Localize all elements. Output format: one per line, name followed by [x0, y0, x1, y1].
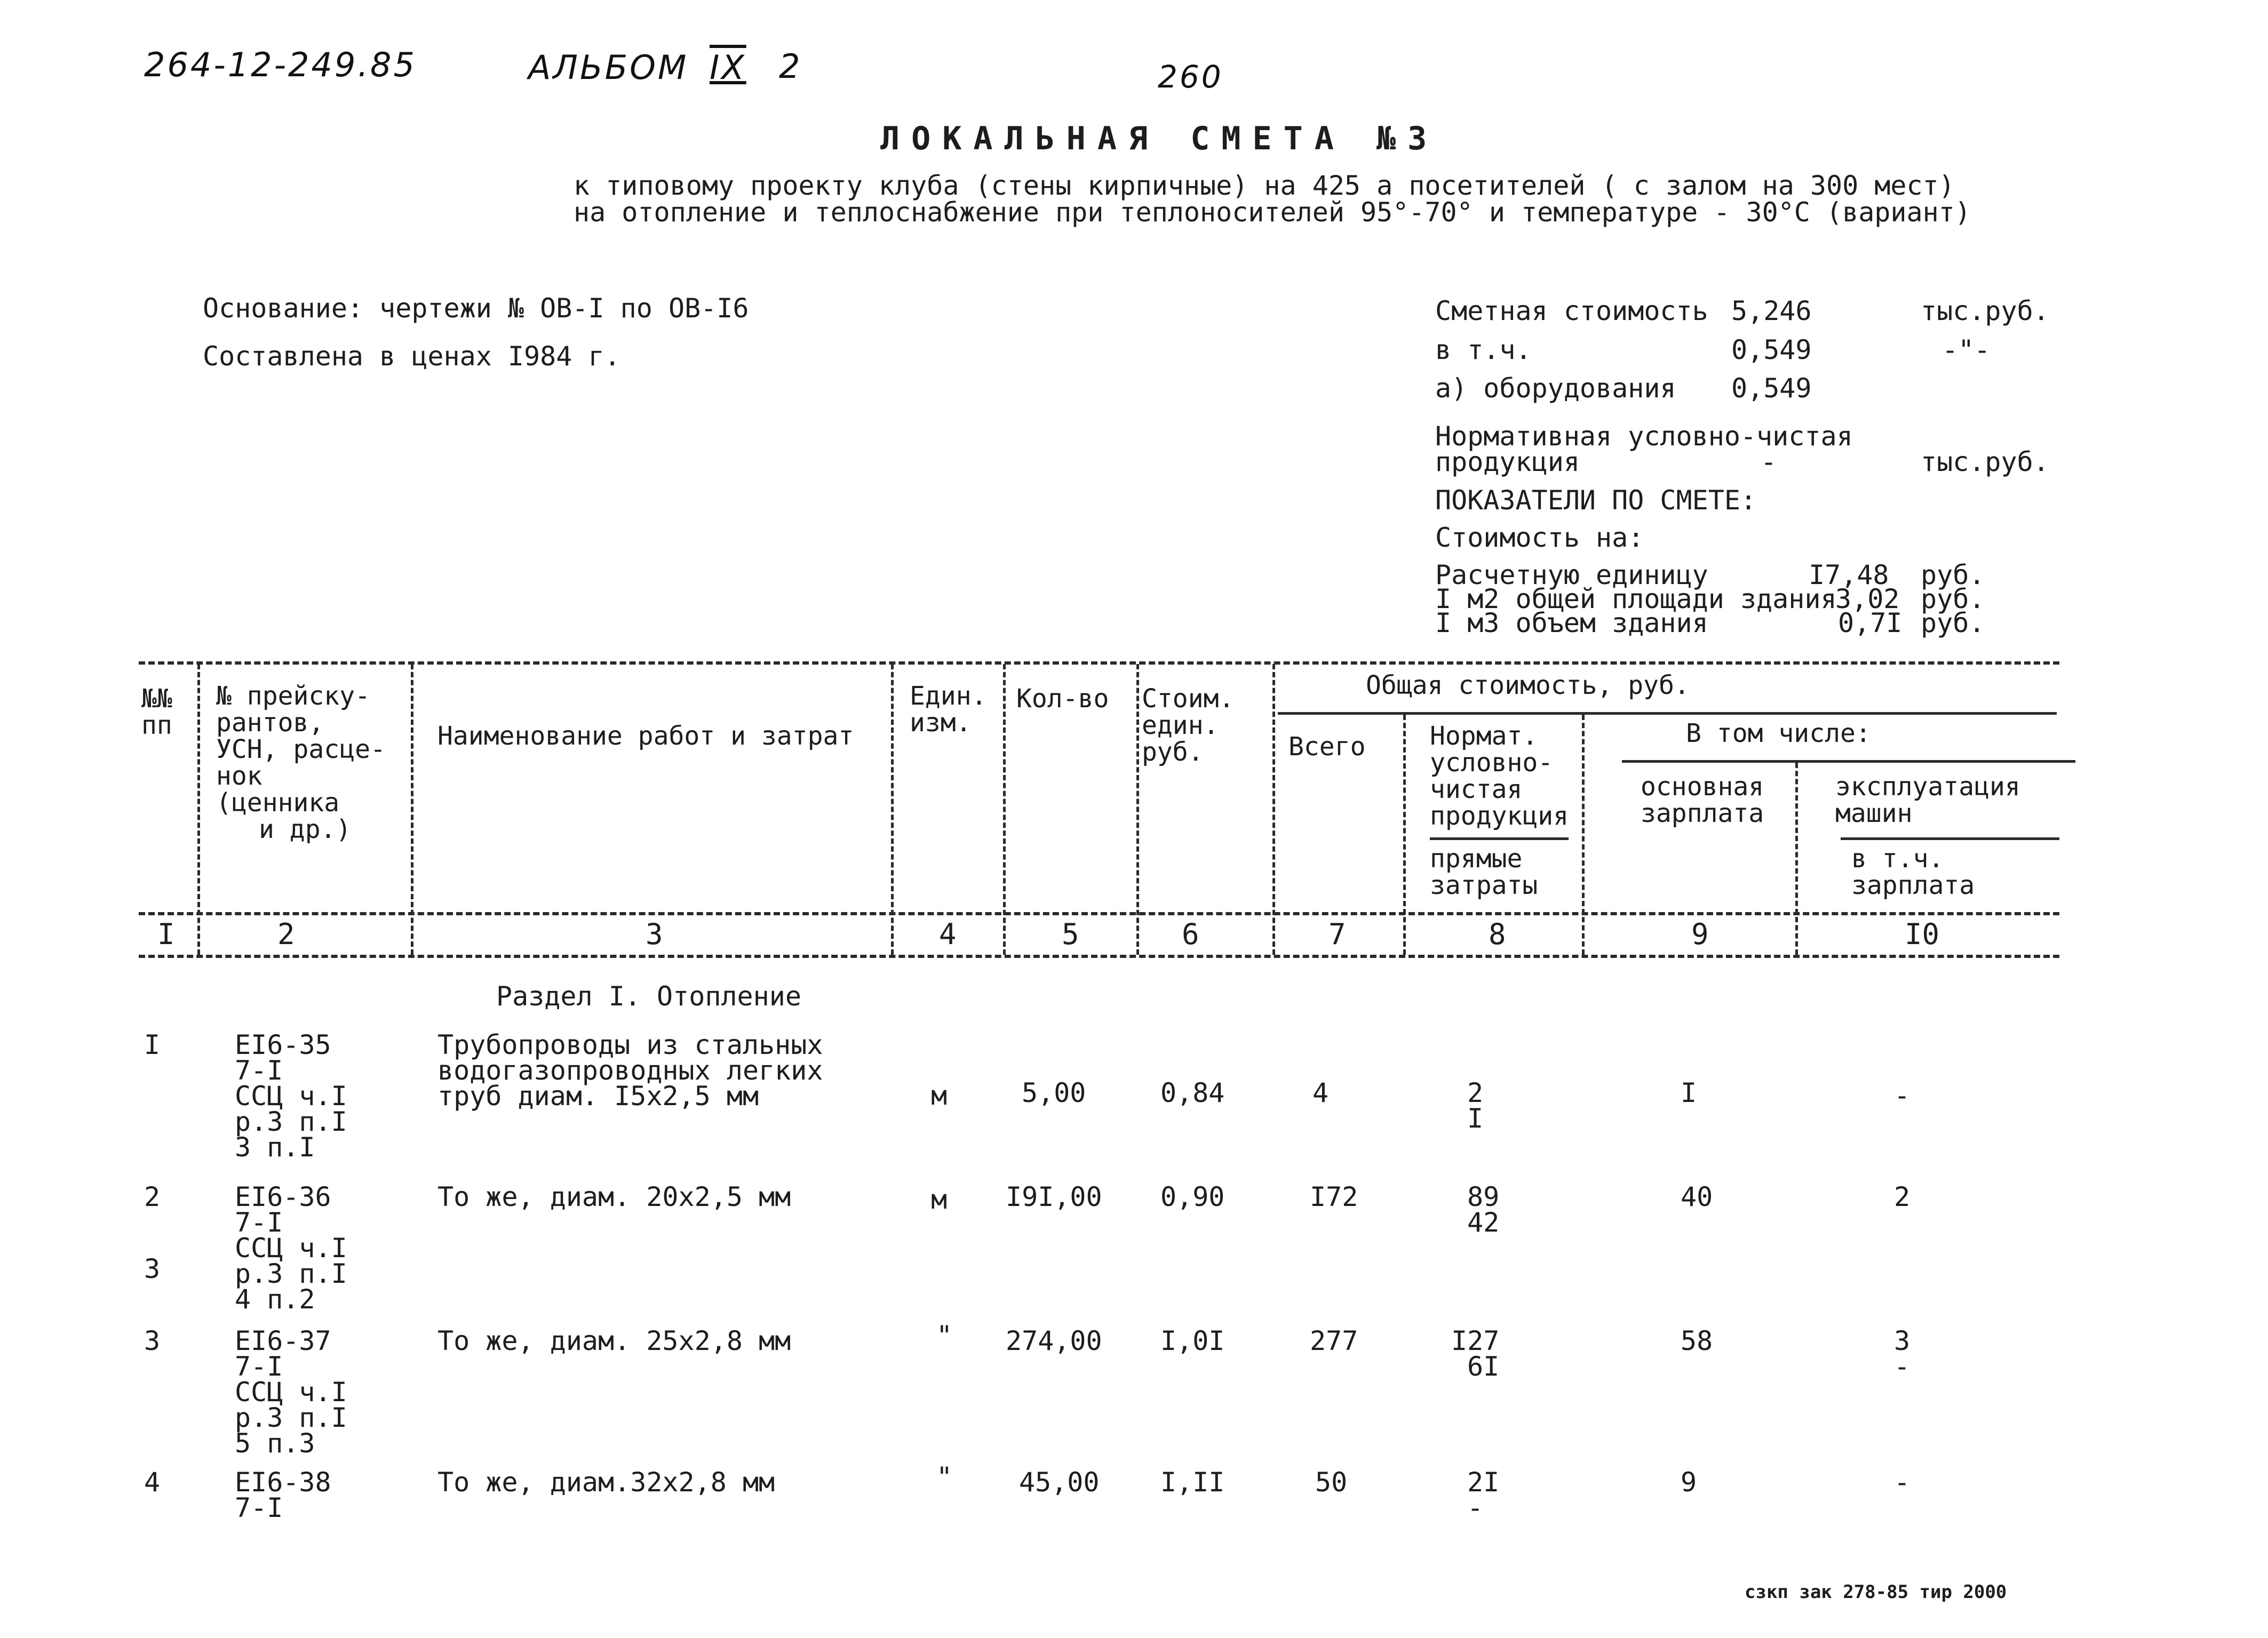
header-unit-price: Стоим. един. руб. — [1142, 684, 1235, 767]
row-3-total: 277 — [1310, 1325, 1358, 1356]
col-divider-1 — [197, 664, 200, 955]
row-3-number: 3 — [144, 1325, 161, 1356]
col-number-2: 2 — [277, 917, 295, 951]
table-header-bottom-rule — [139, 912, 2059, 915]
volume-cost-label: I м3 объем здания — [1435, 608, 1708, 638]
col-number-9: 9 — [1691, 917, 1709, 951]
row-4-code: EI6-38 7-I — [235, 1467, 331, 1523]
area-cost-value: 3,02 — [1835, 584, 1900, 614]
row-4-number: 4 — [144, 1467, 161, 1498]
row-3-code: EI6-37 7-I ССЦ ч.I р.3 п.I 5 п.3 — [235, 1325, 347, 1459]
row-2-salary: 40 — [1681, 1181, 1713, 1212]
row-3-price: I,0I — [1160, 1325, 1225, 1356]
header-base-salary: основная зарплата — [1641, 772, 1764, 828]
including-unit: -"- — [1942, 334, 1991, 365]
header-including-group: В том числе: — [1686, 718, 1871, 748]
subtitle-line-2: на отопление и теплоснабжение при теплоносителей 95°-70° и температуре - 30°С (вариант) — [574, 197, 1971, 228]
col-divider-4 — [1003, 664, 1006, 955]
col-divider-5 — [1136, 664, 1139, 955]
header-quantity: Кол-во — [1016, 684, 1109, 714]
album-number: IX — [710, 48, 746, 87]
col-divider-6 — [1272, 664, 1275, 955]
row-1-price: 0,84 — [1160, 1077, 1225, 1108]
header-work-name: Наименование работ и затрат — [437, 721, 854, 751]
row-4-salary: 9 — [1681, 1467, 1697, 1498]
col-divider-2 — [411, 664, 413, 955]
row-2-unit: м — [931, 1184, 948, 1215]
total-group-rule — [1278, 712, 2057, 715]
header-unit: Един. изм. — [910, 681, 987, 738]
row-1-number: I — [144, 1029, 161, 1060]
prices-line: Составлена в ценах I984 г. — [203, 341, 620, 372]
header-direct-costs: прямые затраты — [1430, 844, 1538, 900]
row-4-machines: - — [1894, 1467, 1911, 1498]
table-top-rule — [139, 661, 2059, 665]
indicators-title: ПОКАЗАТЕЛИ ПО СМЕТЕ: — [1435, 485, 1757, 516]
row-4-total: 50 — [1315, 1467, 1348, 1498]
col-number-8: 8 — [1489, 917, 1506, 951]
table-numbers-bottom-rule — [139, 955, 2059, 958]
col-divider-9 — [1795, 763, 1798, 955]
norm-split-rule — [1430, 837, 1569, 840]
row-4-unit: " — [936, 1461, 953, 1492]
header-machines-salary: в т.ч. зарплата — [1851, 844, 1975, 900]
row-2-name: То же, диам. 20х2,5 мм — [437, 1181, 791, 1212]
header-normative: Нормат. условно- чистая продукция — [1430, 721, 1569, 831]
equipment-label: а) оборудования — [1435, 373, 1676, 404]
row-2-total: I72 — [1310, 1181, 1358, 1212]
row-2-number: 2 — [144, 1181, 161, 1212]
basis-line: Основание: чертежи № ОВ-I по ОВ-I6 — [203, 293, 749, 324]
row-4-norm: 2I - — [1467, 1467, 1500, 1523]
footer-print-stamp: сзкп зак 278-85 тир 2000 — [1745, 1581, 2007, 1603]
including-group-rule — [1622, 760, 2075, 763]
row-1-unit: м — [931, 1080, 948, 1111]
row-2-extra-number: 3 — [144, 1253, 161, 1284]
header-item-number: №№ пп — [141, 684, 172, 740]
row-3-salary: 58 — [1681, 1325, 1713, 1356]
page-number: 260 — [1158, 59, 1223, 95]
row-3-name: То же, диам. 25х2,8 мм — [437, 1325, 791, 1356]
row-1-code: EI6-35 7-I ССЦ ч.I р.3 п.I 3 п.I — [235, 1029, 347, 1163]
row-2-norm: 89 42 — [1467, 1181, 1500, 1238]
unit-cost-unit: руб. — [1921, 560, 1985, 590]
col-number-5: 5 — [1062, 917, 1079, 951]
header-total-group: Общая стоимость, руб. — [1366, 670, 1690, 700]
estimated-cost-unit: тыс.руб. — [1921, 295, 2049, 326]
unit-cost-value: I7,48 — [1809, 560, 1889, 590]
cost-on-label: Стоимость на: — [1435, 522, 1644, 553]
row-3-machines: 3 - — [1894, 1325, 1911, 1382]
header-machines: эксплуатация машин — [1835, 772, 2020, 828]
normative-label-2: продукция — [1435, 446, 1580, 477]
col-number-1: I — [157, 917, 175, 951]
document-title: ЛОКАЛЬНАЯ СМЕТА №3 — [880, 120, 1439, 157]
col-number-7: 7 — [1328, 917, 1346, 951]
normative-value: - — [1761, 446, 1777, 477]
estimated-cost-label: Сметная стоимость — [1435, 295, 1708, 326]
area-cost-unit: руб. — [1921, 584, 1985, 614]
row-1-salary: I — [1681, 1077, 1697, 1108]
col-number-10: I0 — [1905, 917, 1940, 951]
col-number-4: 4 — [939, 917, 957, 951]
row-4-price: I,II — [1160, 1467, 1225, 1498]
row-3-unit: " — [936, 1320, 953, 1351]
including-label: в т.ч. — [1435, 334, 1532, 365]
row-3-norm: I27 6I — [1451, 1325, 1500, 1382]
album-label: АЛЬБОМ — [528, 48, 689, 87]
equipment-value: 0,549 — [1731, 373, 1812, 404]
col-number-3: 3 — [646, 917, 663, 951]
section-title: Раздел I. Отопление — [496, 981, 801, 1012]
col-number-6: 6 — [1182, 917, 1199, 951]
row-2-machines: 2 — [1894, 1181, 1911, 1212]
header-price-list: № прейску- рантов, УСН, расце- нок (ценника и др.) — [216, 681, 386, 844]
header-total: Всего — [1288, 732, 1366, 762]
subtitle-line-1: к типовому проекту клуба (стены кирпичные) на 425 а посетителей ( с залом на 300 мест) — [574, 170, 1955, 201]
row-4-qty: 45,00 — [1019, 1467, 1100, 1498]
album-code: 264-12-249.85 — [144, 45, 417, 84]
row-3-qty: 274,00 — [1006, 1325, 1102, 1356]
row-2-qty: I9I,00 — [1006, 1181, 1102, 1212]
estimated-cost-value: 5,246 — [1731, 295, 1812, 326]
including-value: 0,549 — [1731, 334, 1812, 365]
row-2-code: EI6-36 7-I ССЦ ч.I р.3 п.I 4 п.2 — [235, 1181, 347, 1315]
col-divider-3 — [891, 664, 894, 955]
row-1-norm: 2 I — [1467, 1077, 1484, 1134]
row-4-name: То же, диам.32х2,8 мм — [437, 1467, 775, 1498]
area-cost-label: I м2 общей площади здания — [1435, 584, 1837, 614]
volume-cost-value: 0,7I — [1838, 608, 1903, 638]
normative-unit: тыс.руб. — [1921, 446, 2049, 477]
volume-cost-unit: руб. — [1921, 608, 1985, 638]
row-1-qty: 5,00 — [1022, 1077, 1086, 1108]
normative-label-1: Нормативная условно-чистая — [1435, 421, 1853, 452]
unit-cost-label: Расчетную единицу — [1435, 560, 1708, 590]
machines-split-rule — [1841, 837, 2059, 840]
row-1-total: 4 — [1312, 1077, 1329, 1108]
row-2-price: 0,90 — [1160, 1181, 1225, 1212]
row-1-machines: - — [1894, 1080, 1911, 1111]
album-part: 2 — [779, 47, 802, 86]
row-1-name: Трубопроводы из стальных водогазопроводных легких труб диам. I5х2,5 мм — [437, 1029, 823, 1112]
col-divider-8 — [1582, 715, 1585, 955]
col-divider-7 — [1403, 715, 1406, 955]
